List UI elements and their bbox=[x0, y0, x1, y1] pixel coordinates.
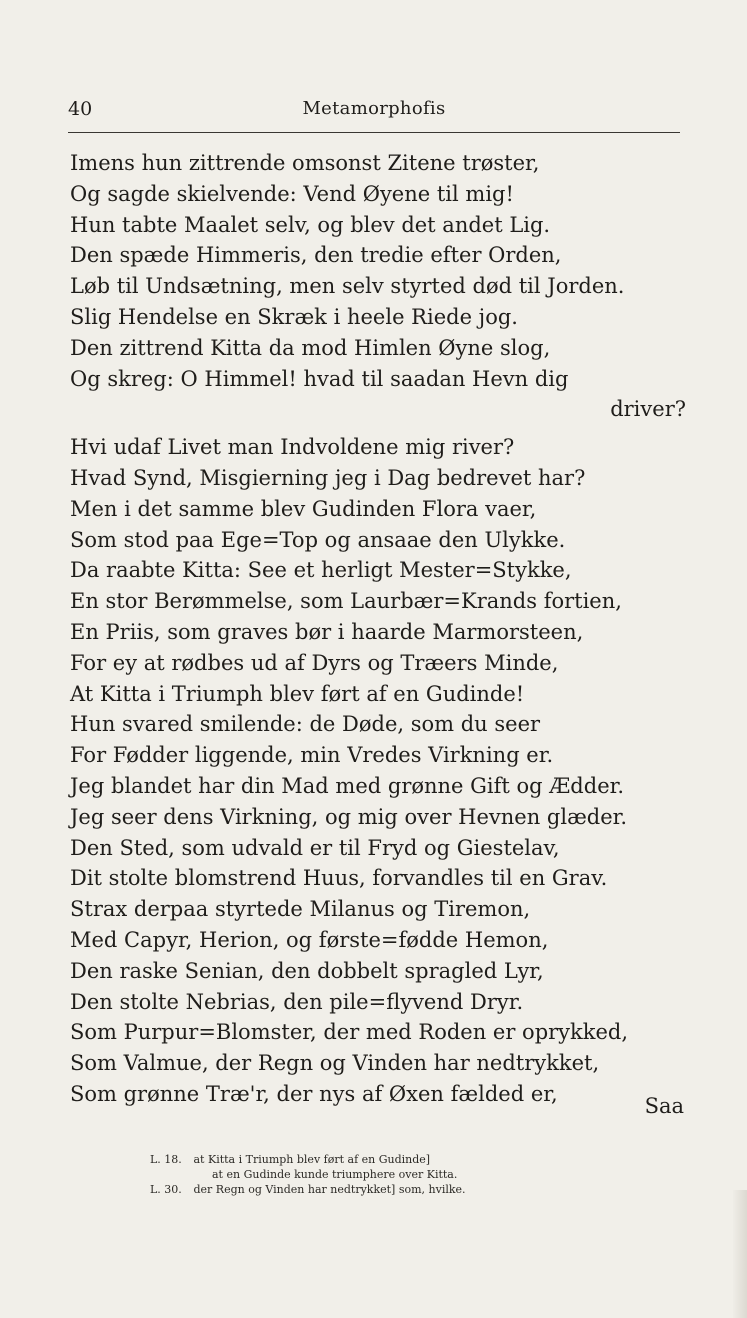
poem-text bbox=[70, 148, 688, 1110]
page-number: 40 bbox=[68, 98, 93, 120]
verse-line: Som Purpur=Blomster, der med Roden er oprykked, bbox=[70, 1020, 629, 1045]
page-edge-shadow bbox=[733, 1190, 747, 1318]
footnote bbox=[150, 1152, 650, 1167]
verse-line: For ey at rødbes ud af Dyrs og Træers Minde, bbox=[70, 650, 559, 675]
verse-line: Slig Hendelse en Skræk i heele Riede jog. bbox=[70, 304, 518, 329]
verse-line: Jeg blandet har din Mad med grønne Gift og Ædder. bbox=[70, 773, 625, 798]
footnote-ref: L. 18. bbox=[150, 1153, 182, 1166]
page-header bbox=[68, 98, 680, 124]
verse-line: Og skreg: O Himmel! hvad til saadan Hevn dig bbox=[70, 366, 569, 391]
footnote-continuation bbox=[150, 1167, 650, 1182]
verse-line: Med Capyr, Herion, og første=fødde Hemon, bbox=[70, 927, 549, 952]
catchword: Saa bbox=[644, 1094, 684, 1118]
verse-line: Som Valmue, der Regn og Vinden har nedtrykket, bbox=[70, 1051, 600, 1076]
verse-line: Da raabte Kitta: See et herligt Mester=Stykke, bbox=[70, 558, 572, 583]
verse-line: Den raske Senian, den dobbelt spragled Lyr, bbox=[70, 958, 544, 983]
verse-line-turnover: driver? bbox=[610, 397, 686, 422]
footnote-text: at en Gudinde kunde triumphere over Kitta. bbox=[212, 1168, 458, 1181]
verse-line: Den stolte Nebrias, den pile=flyvend Dryr. bbox=[70, 989, 524, 1014]
verse-line: En Priis, som graves bør i haarde Marmorsteen, bbox=[70, 619, 584, 644]
verse-line: Strax derpaa styrtede Milanus og Tiremon, bbox=[70, 897, 531, 922]
footnote-ref: L. 30. bbox=[150, 1183, 182, 1196]
verse-line: Den zittrend Kitta da mod Himlen Øyne slog, bbox=[70, 335, 551, 360]
verse-line: Hvad Synd, Misgierning jeg i Dag bedrevet har? bbox=[70, 465, 586, 490]
verse-line: Som stod paa Ege=Top og ansaae den Ulykke. bbox=[70, 527, 566, 552]
verse-line: Hun tabte Maalet selv, og blev det andet Lig. bbox=[70, 212, 551, 237]
verse-line: At Kitta i Triumph blev ført af en Gudinde! bbox=[70, 681, 525, 706]
verse-line: Hun svared smilende: de Døde, som du seer bbox=[70, 712, 541, 737]
running-title: Metamorphofis bbox=[302, 98, 446, 119]
verse-line: Den Sted, som udvald er til Fryd og Giestelav, bbox=[70, 835, 560, 860]
verse-line: Men i det samme blev Gudinden Flora vaer, bbox=[70, 496, 537, 521]
verse-line: Jeg seer dens Virkning, og mig over Hevnen glæder. bbox=[70, 804, 628, 829]
verse-line: Hvi udaf Livet man Indvoldene mig river? bbox=[70, 435, 515, 460]
verse-line: Og sagde skielvende: Vend Øyene til mig! bbox=[70, 181, 514, 206]
verse-line: For Fødder liggende, min Vredes Virkning er. bbox=[70, 743, 554, 768]
verse-line: En stor Berømmelse, som Laurbær=Krands fortien, bbox=[70, 589, 622, 614]
verse-line: Imens hun zittrende omsonst Zitene trøster, bbox=[70, 151, 540, 175]
verse-line: Som grønne Træ'r, der nys af Øxen fælded er, bbox=[70, 1081, 558, 1106]
verse-line: Dit stolte blomstrend Huus, forvandles til en Grav. bbox=[70, 866, 608, 891]
verse-line: Den spæde Himmeris, den tredie efter Orden, bbox=[70, 243, 562, 268]
footnote-text: at Kitta i Triumph blev ført af en Gudinde] bbox=[193, 1153, 431, 1166]
header-rule bbox=[68, 132, 680, 133]
footnote-text: der Regn og Vinden har nedtrykket] som, hvilke. bbox=[193, 1183, 466, 1196]
footnote bbox=[150, 1182, 650, 1197]
verse-line: Løb til Undsætning, men selv styrted død til Jorden. bbox=[70, 274, 625, 299]
footnotes bbox=[150, 1152, 650, 1197]
